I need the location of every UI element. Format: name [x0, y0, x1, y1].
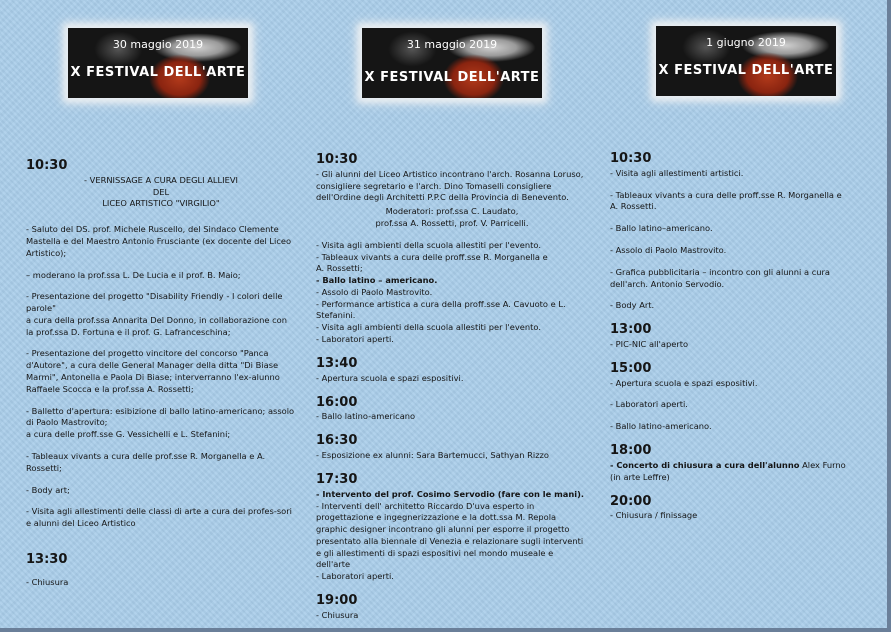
- program-item: - Assolo di Paolo Mastrovito.: [610, 245, 727, 256]
- program-item: - Ballo latino – americano.: [316, 275, 438, 286]
- time-heading: 13:40: [316, 355, 358, 371]
- banner-title: X FESTIVAL DELL'ARTE: [364, 70, 540, 85]
- program-item: - PIC-NIC all'aperto: [610, 339, 689, 350]
- frame-edge-right: [887, 0, 891, 632]
- program-day-3: [610, 151, 850, 522]
- program-item: - Balletto d'apertura: esibizione di ballo latino-americano; assolo di Paolo Mastrovito; a cura delle proff.sse G. Vessichelli e L. Stefanini;: [26, 405, 295, 440]
- program-day-1: [26, 158, 296, 589]
- banner-day-2: [362, 28, 542, 98]
- program-item: - Tableaux vivants a cura delle proff.sse R. Morganella e A. Rossetti.: [610, 189, 842, 212]
- program-item: - Chiusura: [316, 609, 359, 620]
- program-item: - Esposizione ex alunni: Sara Bartemucci, Sathyan Rizzo: [316, 450, 549, 461]
- program-item: - Visita agli allestimenti delle classi di arte a cura dei profes-sori e alunni del Liceo Artistico: [26, 506, 292, 529]
- banner-date: 1 giugno 2019: [706, 36, 786, 49]
- moderators-text: Moderatori: prof.ssa C. Laudato, prof.ssa A. Rossetti, prof. V. Parricelli.: [375, 206, 529, 229]
- program-item: - Saluto del DS. prof. Michele Ruscello, del Sindaco Clemente Mastella e del Maestro Antonio Frusciante (ex docente del Liceo Artistico);: [26, 224, 292, 258]
- concert-performer: Alex Furno (in arte Leffre): [610, 459, 846, 482]
- banner-day-1: [68, 28, 248, 98]
- banner-day-3: [656, 26, 836, 96]
- program-item: - Assolo di Paolo Mastrovito. - Performance artistica a cura della proff.sse A. Cavuoto e L. Stefanini. - Visita agli ambienti della scuola allestiti per l'evento. - Laboratori aperti.: [316, 286, 566, 345]
- banner-date: 30 maggio 2019: [112, 38, 204, 51]
- time-heading: 13:00: [610, 322, 652, 338]
- time-heading: 15:00: [610, 360, 652, 376]
- program-item: - Body art;: [26, 484, 70, 495]
- program-day-2: [316, 152, 588, 622]
- time-heading: 18:00: [610, 443, 652, 459]
- time-heading: 20:00: [610, 493, 652, 509]
- banner-title: X FESTIVAL DELL'ARTE: [70, 65, 246, 80]
- program-item: - Apertura scuola e spazi espositivi.: [316, 372, 464, 383]
- time-heading: 16:00: [316, 394, 358, 410]
- program-item: - Chiusura: [26, 576, 69, 587]
- program-item: - Visita agli allestimenti artistici.: [610, 167, 744, 178]
- program-item: - Visita agli ambienti della scuola allestiti per l'evento. - Tableaux vivants a cura delle proff.sse R. Morganella e A. Rossetti;: [316, 239, 548, 274]
- concert-label: - Concerto di chiusura a cura dell'alunno: [610, 459, 800, 470]
- program-item: - Interventi dell' architetto Riccardo D'uva esperto in progettazione e ingegnerizzazione e la dott.ssa M. Repola graphic designer incontrano gli alunni per esporre il progetto presentato alla biennale di Venezia e relazionare sugli interventi e gli allestimenti di spazi espositivi nel mondo museale e dell'arte - Laboratori aperti.: [316, 500, 584, 582]
- program-item: - Ballo latino-americano: [316, 411, 416, 422]
- program-item: - Intervento del prof. Cosimo Servodio (fare con le mani).: [316, 488, 585, 499]
- frame-edge-bottom: [0, 628, 891, 632]
- program-item: - Ballo latino–americano.: [610, 223, 713, 234]
- time-heading: 19:00: [316, 592, 358, 608]
- program-item: - Tableaux vivants a cura delle prof.sse R. Morganella e A. Rossetti;: [26, 450, 266, 473]
- time-heading: 10:30: [610, 151, 652, 166]
- program-item: - Laboratori aperti.: [610, 399, 688, 410]
- program-item: - Gli alunni del Liceo Artistico incontrano l'arch. Rosanna Loruso, consigliere segretario e l'arch. Dino Tomaselli consigliere dell'Ordine degli Architetti P.P.C della Provincia di Benevento.: [316, 168, 584, 203]
- time-heading: 10:30: [316, 152, 358, 167]
- banner-date: 31 maggio 2019: [406, 38, 498, 51]
- time-heading: 13:30: [26, 551, 68, 567]
- banner-title: X FESTIVAL DELL'ARTE: [658, 63, 834, 78]
- program-item: [610, 460, 850, 484]
- program-item: - Body Art.: [610, 300, 655, 311]
- vernissage-text: - VERNISSAGE A CURA DEGLI ALLIEVI DEL LICEO ARTISTICO "VIRGILIO": [84, 174, 238, 209]
- program-item: - Presentazione del progetto "Disability Friendly - I colori delle parole" a cura della prof.ssa Annarita Del Donno, in collaborazione con la prof.ssa D. Fortuna e il prof. G. Lafranceschina;: [26, 291, 288, 337]
- time-heading: 17:30: [316, 471, 358, 487]
- program-item: - Grafica pubblicitaria – incontro con gli alunni a cura dell'arch. Antonio Servodio.: [610, 266, 831, 289]
- program-item: - Apertura scuola e spazi espositivi.: [610, 377, 758, 388]
- program-item: – moderano la prof.ssa L. De Lucia e il prof. B. Maio;: [26, 269, 241, 280]
- time-heading: 10:30: [26, 158, 68, 173]
- program-item: - Chiusura / finissage: [610, 510, 698, 521]
- time-heading: 16:30: [316, 433, 358, 449]
- program-item: - Ballo latino-americano.: [610, 421, 712, 432]
- program-item: - Presentazione del progetto vincitore del concorso "Panca d'Autore", a cura delle General Manager della ditta "Di Biase Marmi", Antonella e Paola Di Biase; interverranno l'ex-alunno Raffaele Scocca e la prof.ssa A. Rossetti;: [26, 348, 280, 394]
